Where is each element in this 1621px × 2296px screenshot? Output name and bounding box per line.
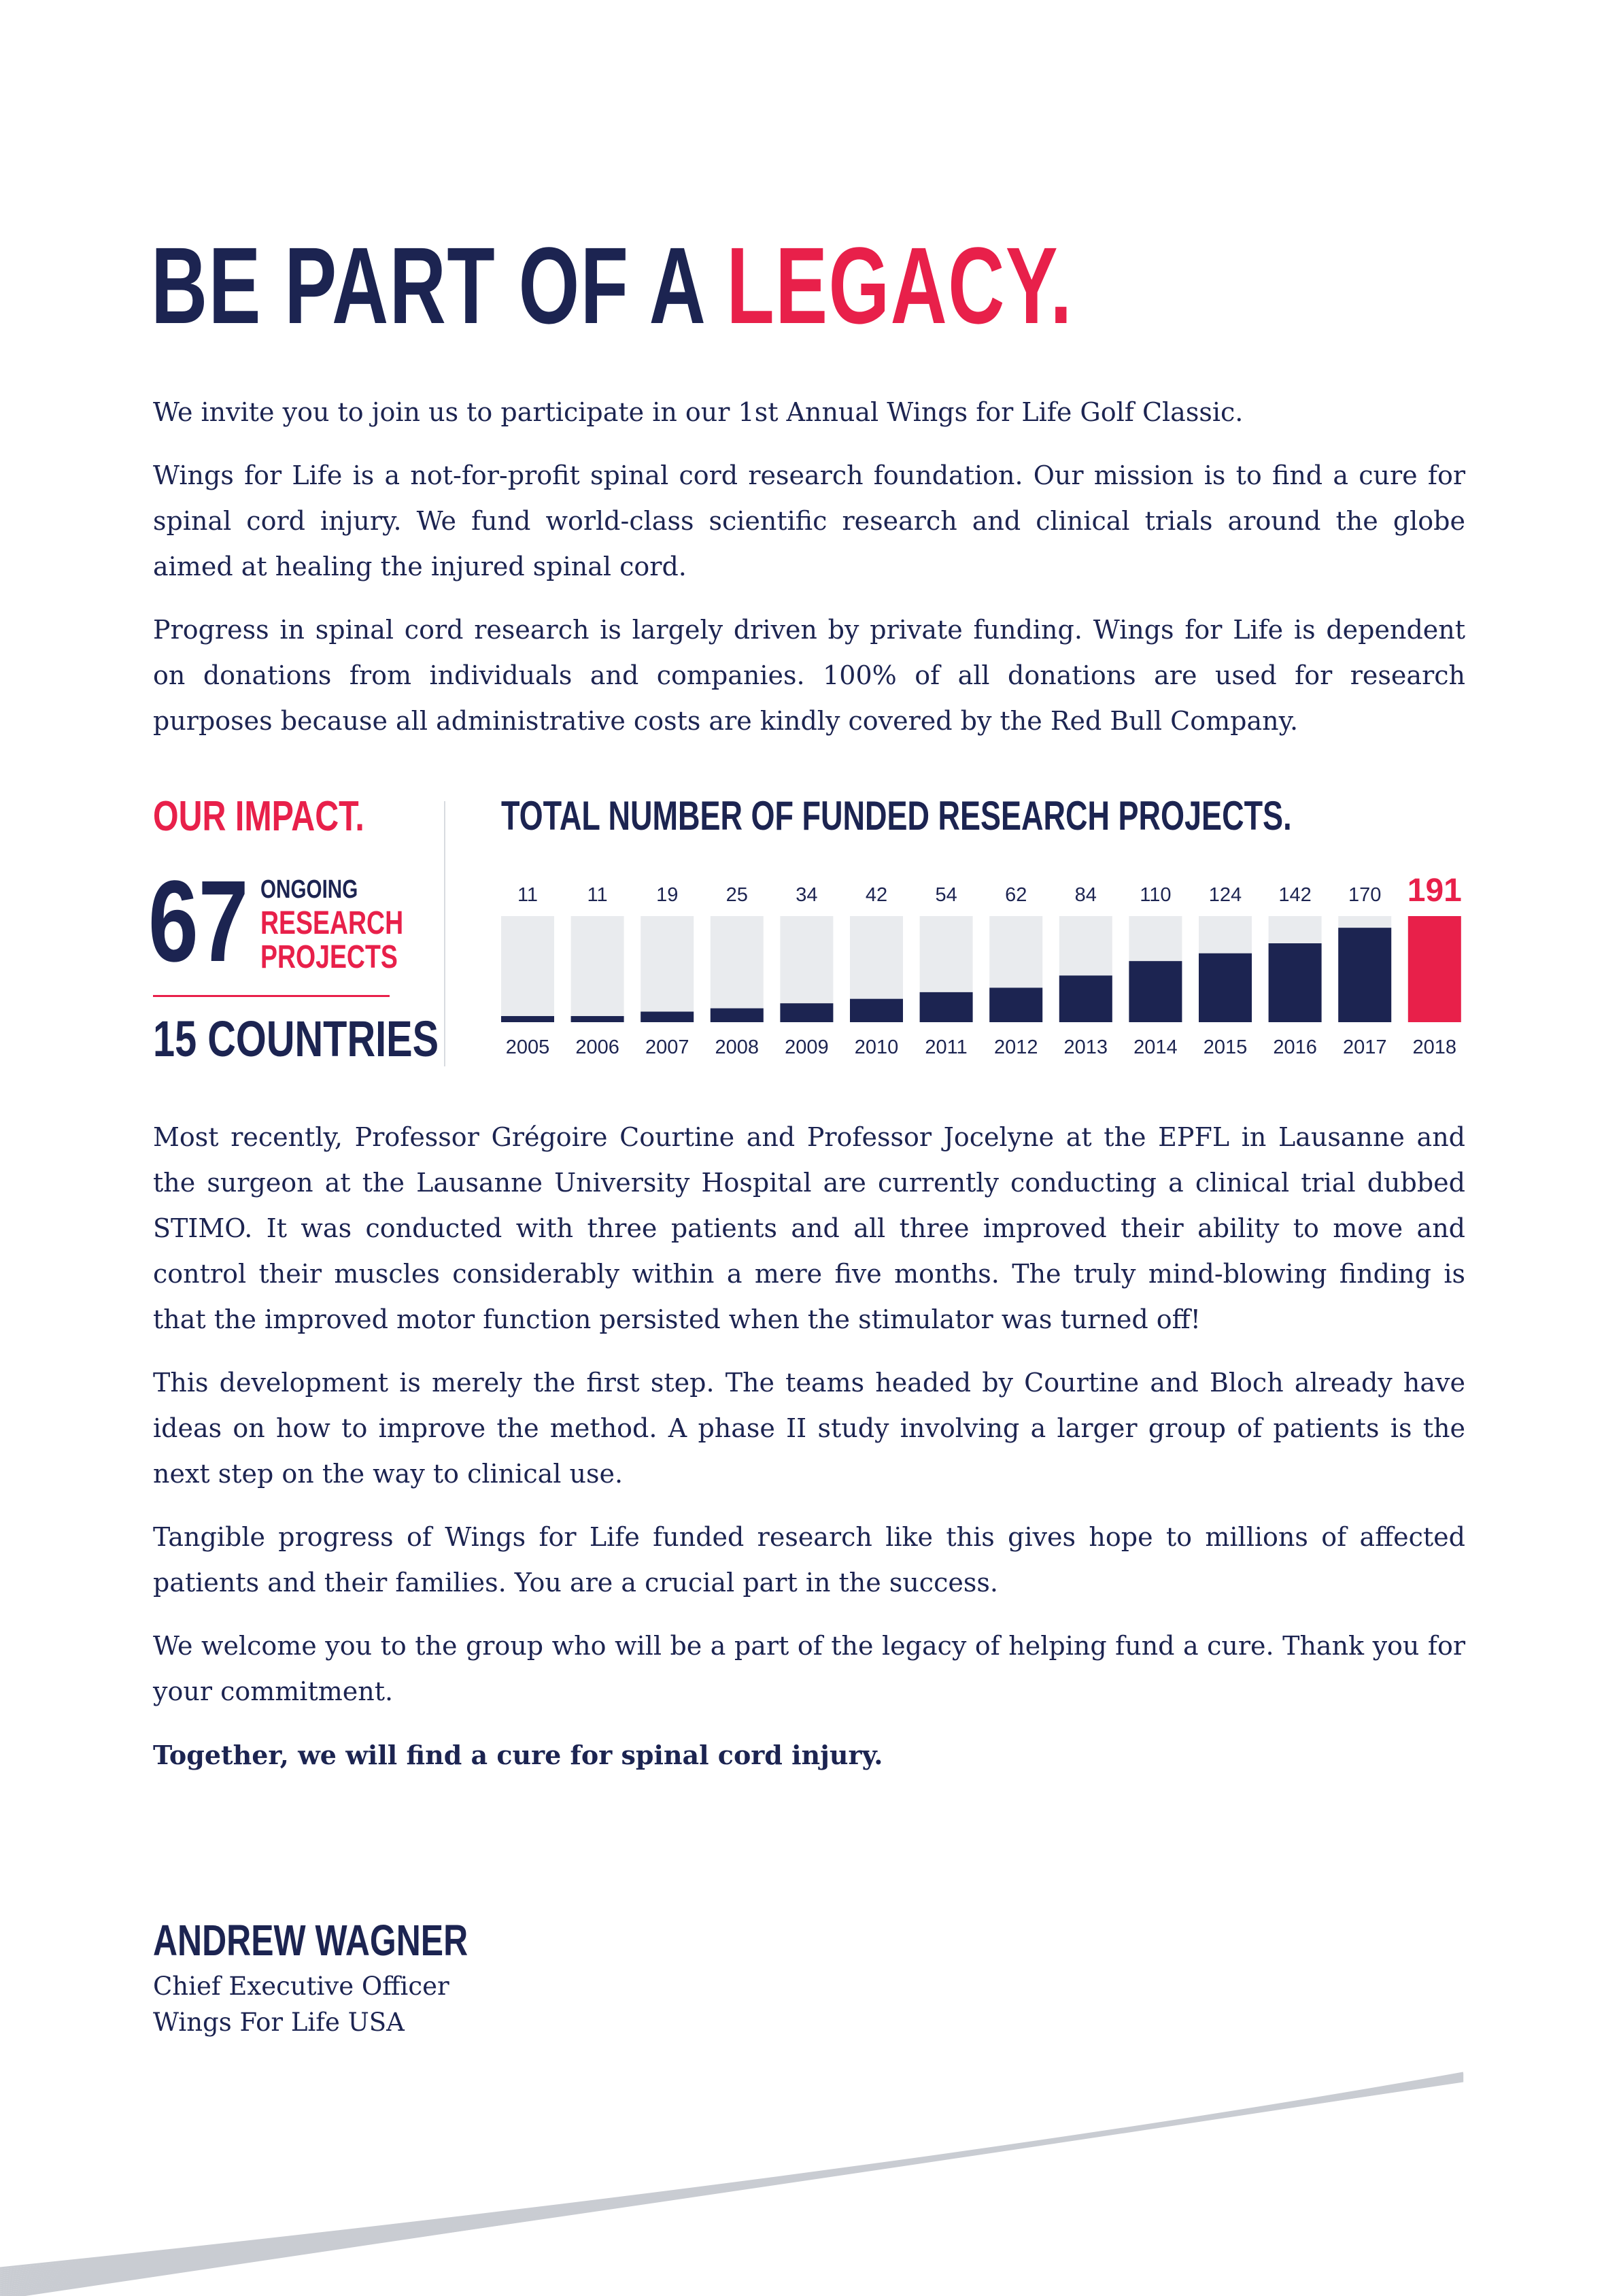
year-label: 2014 <box>1133 1036 1178 1058</box>
wing-line <box>0 2074 1463 2270</box>
label-research: RESEARCH <box>260 905 404 941</box>
intro-paragraph: Wings for Life is a not-for-profit spinal cord research foundation. Our mission is to find a cure for spinal cord injury. We fund world-class scientific research and clinical trials around the globe aimed at healing the injured spinal cord. <box>153 460 1465 581</box>
year-label: 2011 <box>925 1036 968 1058</box>
value-label: 110 <box>1140 884 1172 906</box>
value-label: 84 <box>1074 884 1097 906</box>
countries-count: 15 COUNTRIES <box>153 1011 439 1067</box>
value-label: 142 <box>1278 884 1312 906</box>
year-label: 2016 <box>1273 1036 1317 1058</box>
wing-line <box>0 2074 1463 2272</box>
impact-title: OUR IMPACT. <box>153 793 364 840</box>
year-label: 2009 <box>785 1036 829 1058</box>
bar-2006 <box>571 1016 624 1022</box>
decorative-wing-lines <box>0 2040 1621 2296</box>
bar-track <box>711 916 764 1022</box>
bar-track <box>501 916 554 1022</box>
bar-track <box>641 916 694 1022</box>
bar-2018 <box>1408 916 1461 1022</box>
bar-2011 <box>920 992 973 1022</box>
value-label: 42 <box>865 884 888 906</box>
body-paragraph: This development is merely the first step. The teams headed by Courtine and Bloch already have ideas on how to improve the method. A phase II study involving a larger group of patients is the next step on the way to clinical use. <box>153 1368 1465 1489</box>
year-label: 2010 <box>854 1036 899 1058</box>
year-label: 2012 <box>993 1036 1038 1058</box>
wing-line <box>0 2073 1463 2268</box>
year-label: 2015 <box>1203 1036 1248 1058</box>
year-label: 2013 <box>1063 1036 1108 1058</box>
value-label: 54 <box>935 884 957 906</box>
title-part-2: LEGACY. <box>726 224 1073 346</box>
bar-2010 <box>850 999 903 1022</box>
value-label: 34 <box>796 884 818 906</box>
body-paragraph: Tangible progress of Wings for Life funded research like this gives hope to millions of affected patients and their families. You are a crucial part in the success. <box>153 1522 1465 1598</box>
value-label: 25 <box>726 884 748 906</box>
value-label: 62 <box>1005 884 1027 906</box>
signatory-title: Chief Executive Officer <box>153 1972 449 2001</box>
bar-2016 <box>1269 943 1322 1022</box>
label-projects: PROJECTS <box>260 939 398 975</box>
body-paragraph: Most recently, Professor Grégoire Courtine and Professor Jocelyne at the EPFL in Lausanne and the surgeon at the Lausanne University Hospital are currently conducting a clinical trial dubbed STIMO. It was conducted with three patients and all three improved their ability to move and control their muscles considerably within a mere five months. The truly mind-blowing finding is that the improved motor function persisted when the stimulator was turned off! <box>153 1122 1465 1334</box>
body-section <box>153 1115 1465 1795</box>
value-label: 191 <box>1407 873 1462 909</box>
chart-title: TOTAL NUMBER OF FUNDED RESEARCH PROJECTS. <box>501 793 1292 839</box>
value-label: 124 <box>1208 884 1242 906</box>
year-label: 2017 <box>1342 1036 1387 1058</box>
funded-projects-chart <box>0 0 1621 1088</box>
value-label: 11 <box>517 884 539 906</box>
bar-2012 <box>989 987 1042 1022</box>
value-label: 11 <box>587 884 608 906</box>
signatory-organization: Wings For Life USA <box>153 2008 405 2037</box>
signatory-name: ANDREW WAGNER <box>153 1916 468 1965</box>
year-label: 2006 <box>575 1036 619 1058</box>
intro-paragraph: Progress in spinal cord research is largely driven by private funding. Wings for Life is dependent on donations from individuals and companies. 100% of all donations are used for research purposes because all administrative costs are kindly covered by the Red Bull Company. <box>153 615 1465 736</box>
bar-2013 <box>1059 975 1112 1022</box>
year-label: 2005 <box>505 1036 550 1058</box>
value-label: 170 <box>1348 884 1382 906</box>
bar-2014 <box>1129 961 1182 1022</box>
bar-2017 <box>1338 928 1391 1022</box>
year-label: 2018 <box>1412 1036 1457 1058</box>
closing-statement: Together, we will find a cure for spinal cord injury. <box>153 1740 883 1770</box>
year-label: 2007 <box>645 1036 689 1058</box>
bar-2008 <box>711 1009 764 1022</box>
value-label: 19 <box>656 884 679 906</box>
intro-paragraph: We invite you to join us to participate in our 1st Annual Wings for Life Golf Classic. <box>153 397 1244 427</box>
bar-2015 <box>1199 953 1252 1022</box>
bar-2009 <box>780 1003 833 1022</box>
title-part-1: BE PART OF A <box>151 224 704 346</box>
body-paragraph: We welcome you to the group who will be a part of the legacy of helping fund a cure. Thank you for your commitment. <box>153 1631 1465 1706</box>
bar-track <box>571 916 624 1022</box>
bar-2005 <box>501 1016 554 1022</box>
bar-2007 <box>641 1011 694 1022</box>
year-label: 2008 <box>715 1036 760 1058</box>
ongoing-projects-number: 67 <box>148 857 249 986</box>
label-ongoing: ONGOING <box>260 875 358 904</box>
